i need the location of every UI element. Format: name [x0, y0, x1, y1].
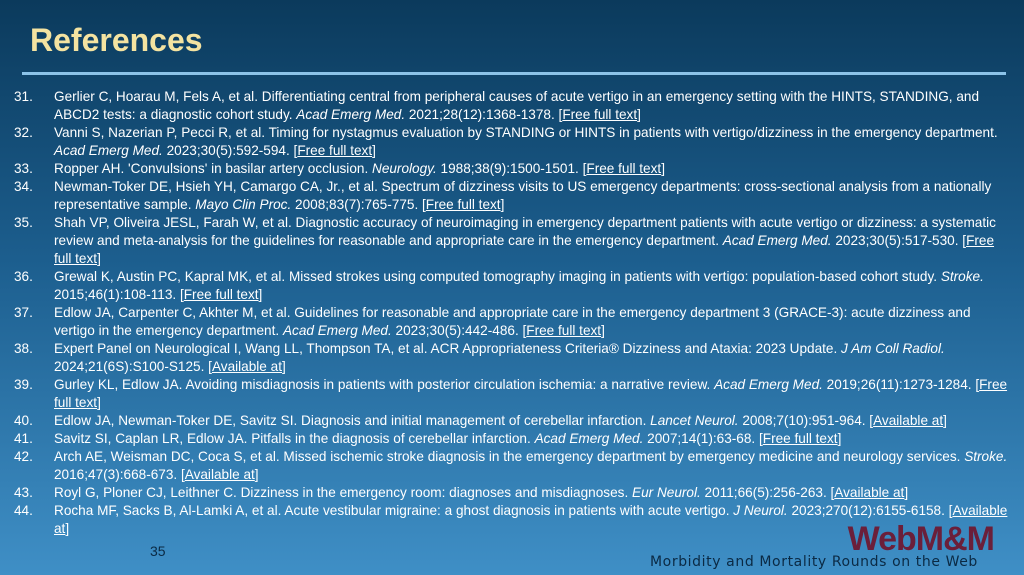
- reference-citation: 2019;26(11):1273-1284. [: [822, 377, 980, 392]
- reference-bracket: ]: [943, 413, 947, 428]
- reference-number: 33.: [14, 161, 33, 176]
- reference-link[interactable]: Available at: [211, 359, 282, 374]
- reference-number: 41.: [14, 431, 33, 446]
- logo-wordmark: WebM&M: [847, 520, 994, 558]
- reference-item: [14, 484, 1010, 502]
- reference-number: 32.: [14, 125, 33, 140]
- reference-journal: Stroke.: [940, 269, 984, 284]
- reference-item: [14, 412, 1010, 430]
- reference-bracket: ]: [661, 161, 665, 176]
- reference-citation: 2021;28(12):1368-1378. [: [405, 107, 563, 122]
- logo-tagline: Morbidity and Mortality Rounds on the Web: [650, 554, 978, 570]
- reference-journal: Lancet Neurol.: [650, 413, 739, 428]
- reference-bracket: ]: [904, 485, 909, 500]
- reference-item: [14, 430, 1010, 448]
- reference-citation: 2007;14(1):63-68. [: [643, 431, 763, 446]
- reference-citation: 2023;30(5):517-530. [: [831, 233, 967, 248]
- reference-text: Shah VP, Oliveira JESL, Farah W, et al. Diagnostic accuracy of neuroimaging in emergency department patients with acute vertigo or dizziness: a systematic review and meta-analysis for the guidelines for reasonable and appropriate care in the emergency department.: [54, 215, 996, 248]
- reference-list: [14, 88, 1010, 538]
- reference-number: 35.: [14, 215, 33, 230]
- reference-link[interactable]: Free full text: [425, 197, 501, 212]
- reference-number: 36.: [14, 269, 33, 284]
- reference-text: Gerlier C, Hoarau M, Fels A, et al. Differentiating central from peripheral causes of acute vertigo in an emergency setting with the HINTS, STANDING, and ABCD2 tests: a diagnostic cohort study.: [54, 89, 980, 122]
- reference-text: Grewal K, Austin PC, Kapral MK, et al. Missed strokes using computed tomography imaging in patients with vertigo: population-based cohort study.: [54, 269, 941, 284]
- reference-journal: Mayo Clin Proc.: [195, 197, 292, 212]
- reference-journal: J Neurol.: [733, 503, 788, 518]
- reference-citation: 2011;66(5):256-263. [: [700, 485, 835, 500]
- reference-text: Savitz SI, Caplan LR, Edlow JA. Pitfalls in the diagnosis of cerebellar infarction.: [54, 431, 535, 446]
- reference-citation: 2023;30(5):442-486. [: [391, 323, 527, 338]
- reference-link[interactable]: Free full text: [526, 323, 602, 338]
- reference-number: 40.: [14, 413, 33, 428]
- reference-text: Royl G, Ploner CJ, Leithner C. Dizziness in the emergency room: diagnoses and misdiagnoses.: [54, 485, 633, 500]
- reference-number: 39.: [14, 377, 33, 392]
- page-title: References: [30, 22, 203, 58]
- reference-journal: Acad Emerg Med.: [282, 323, 392, 338]
- reference-citation: 2016;47(3):668-673. [: [54, 467, 185, 482]
- reference-journal: J Am Coll Radiol.: [841, 341, 945, 356]
- reference-item: [14, 178, 1010, 214]
- reference-journal: Stroke.: [964, 449, 1008, 464]
- reference-citation: 2023;30(5):592-594. [: [162, 143, 298, 158]
- reference-text: Newman-Toker DE, Hsieh YH, Camargo CA, Jr., et al. Spectrum of dizziness visits to US emergency departments: cross-sectional analysis from a nationally representative sample.: [54, 179, 992, 212]
- reference-link[interactable]: Available at: [873, 413, 944, 428]
- reference-citation: 2008;83(7):765-775. [: [291, 197, 426, 212]
- reference-item: [14, 304, 1010, 340]
- reference-text: Expert Panel on Neurological I, Wang LL, Thompson TA, et al. ACR Appropriateness Criteria® Dizziness and Ataxia: 2023 Update.: [54, 341, 842, 356]
- page-number: 35: [150, 543, 166, 559]
- reference-journal: Acad Emerg Med.: [534, 431, 644, 446]
- reference-link[interactable]: Free full text: [54, 233, 995, 266]
- reference-text: Ropper AH. 'Convulsions' in basilar artery occlusion.: [54, 161, 372, 176]
- reference-item: [14, 340, 1010, 376]
- reference-bracket: ]: [637, 107, 641, 122]
- reference-bracket: ]: [65, 521, 70, 536]
- reference-link[interactable]: Free full text: [297, 143, 373, 158]
- reference-link[interactable]: Free full text: [562, 107, 638, 122]
- reference-journal: Acad Emerg Med.: [722, 233, 832, 248]
- reference-link[interactable]: Free full text: [54, 377, 1008, 410]
- reference-number: 38.: [14, 341, 33, 356]
- reference-text: Arch AE, Weisman DC, Coca S, et al. Missed ischemic stroke diagnosis in the emergency department by emergency medicine and neurology services.: [54, 449, 965, 464]
- webmm-logo: [650, 520, 1012, 575]
- reference-number: 44.: [14, 503, 33, 518]
- reference-link[interactable]: Free full text: [586, 161, 662, 176]
- reference-link[interactable]: Available at: [54, 503, 1008, 536]
- reference-item: [14, 268, 1010, 304]
- reference-bracket: ]: [601, 323, 605, 338]
- reference-journal: Acad Emerg Med.: [296, 107, 406, 122]
- reference-bracket: ]: [837, 431, 842, 446]
- reference-number: 37.: [14, 305, 33, 320]
- reference-link[interactable]: Free full text: [762, 431, 838, 446]
- reference-item: [14, 214, 1010, 268]
- reference-number: 34.: [14, 179, 33, 194]
- reference-item: [14, 448, 1010, 484]
- reference-bracket: ]: [97, 251, 101, 266]
- reference-journal: Neurology.: [372, 161, 437, 176]
- title-divider: [22, 72, 1006, 75]
- reference-number: 31.: [14, 89, 33, 104]
- reference-text: Vanni S, Nazerian P, Pecci R, et al. Timing for nystagmus evaluation by STANDING or HINTS in patients with vertigo/dizziness in the emergency department.: [54, 125, 998, 140]
- reference-text: Rocha MF, Sacks B, Al-Lamki A, et al. Acute vestibular migraine: a ghost diagnosis in patients with acute vertigo.: [54, 503, 734, 518]
- reference-journal: Eur Neurol.: [632, 485, 701, 500]
- reference-bracket: ]: [372, 143, 376, 158]
- reference-item: [14, 160, 1010, 178]
- reference-citation: 2023;270(12):6155-6158. [: [787, 503, 953, 518]
- reference-link[interactable]: Available at: [184, 467, 255, 482]
- reference-citation: 1988;38(9):1500-1501. [: [436, 161, 587, 176]
- reference-bracket: ]: [500, 197, 505, 212]
- reference-bracket: ]: [254, 467, 259, 482]
- reference-citation: 2015;46(1):108-113. [: [54, 287, 184, 302]
- reference-number: 43.: [14, 485, 33, 500]
- reference-link[interactable]: Free full text: [183, 287, 259, 302]
- reference-link[interactable]: Available at: [834, 485, 905, 500]
- reference-journal: Acad Emerg Med.: [54, 143, 163, 158]
- reference-citation: 2024;21(6S):S100-S125. [: [54, 359, 212, 374]
- reference-item: [14, 88, 1010, 124]
- reference-item: [14, 376, 1010, 412]
- reference-text: Edlow JA, Carpenter C, Akhter M, et al. Guidelines for reasonable and appropriate care in the emergency department 3 (GRACE-3): acute dizziness and vertigo in the emergency department.: [54, 305, 971, 338]
- reference-bracket: ]: [97, 395, 101, 410]
- reference-bracket: ]: [258, 287, 263, 302]
- reference-item: [14, 124, 1010, 160]
- reference-journal: Acad Emerg Med.: [714, 377, 823, 392]
- reference-number: 42.: [14, 449, 33, 464]
- reference-text: Gurley KL, Edlow JA. Avoiding misdiagnosis in patients with posterior circulation ischemia: a narrative review.: [54, 377, 715, 392]
- reference-citation: 2008;7(10):951-964. [: [738, 413, 874, 428]
- reference-text: Edlow JA, Newman-Toker DE, Savitz SI. Diagnosis and initial management of cerebellar infarction.: [54, 413, 651, 428]
- reference-bracket: ]: [282, 359, 286, 374]
